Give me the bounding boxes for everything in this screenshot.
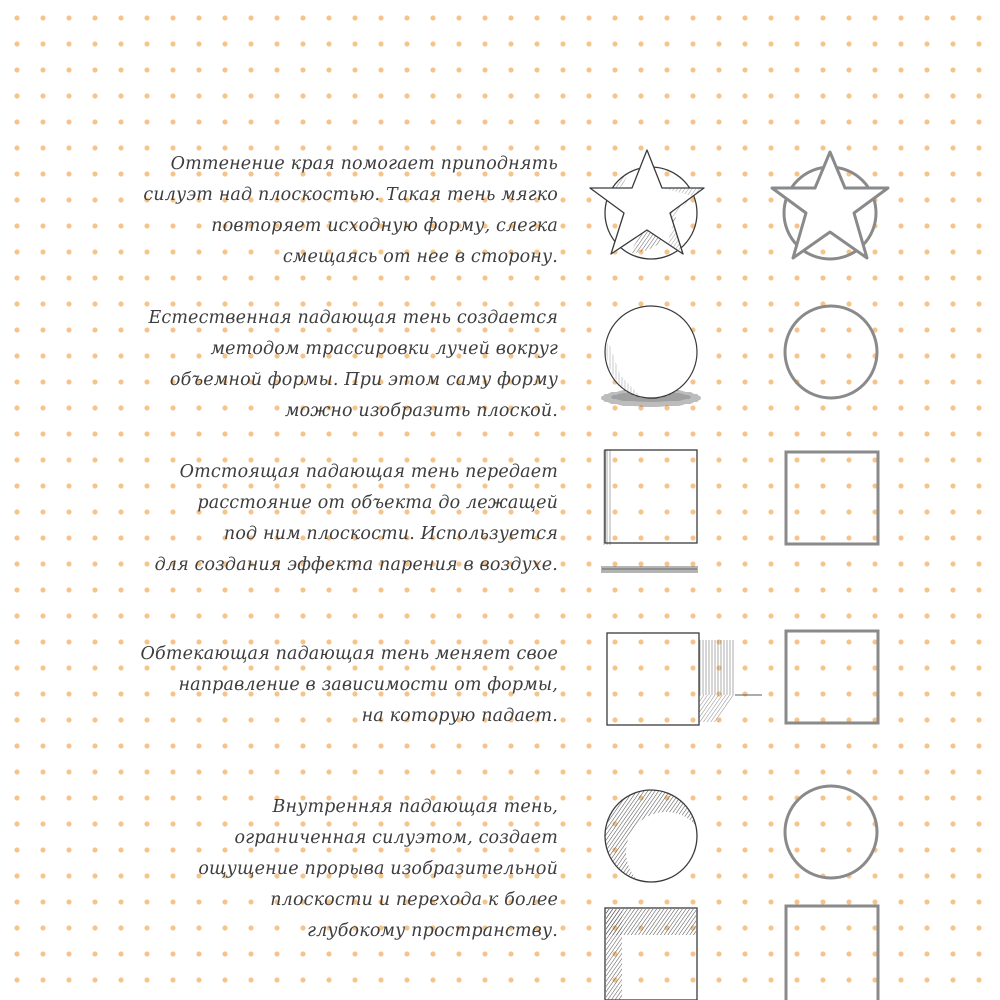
text-line: ограниченная силуэтом, создает (234, 828, 558, 848)
sketch-square-wrapping-shadow-figure (607, 633, 762, 725)
text-line: ощущение прорыва изобразительной (198, 859, 558, 879)
text-line: силуэт над плоскостью. Такая тень мягко (143, 185, 558, 205)
text-line: расстояние от объекта до лежащей (197, 493, 558, 513)
outline-star-circle-figure (772, 152, 888, 259)
outline-circle-figure (785, 306, 877, 398)
outline-square-figure (786, 906, 878, 1000)
sketch-star-circle-figure (590, 150, 704, 259)
sketch-circle-shadow-figure (601, 306, 701, 407)
text-line: направление в зависимости от формы, (178, 675, 558, 695)
text-line: можно изобразить плоской. (284, 401, 558, 421)
text-line: Естественная падающая тень создается (148, 308, 558, 328)
text-line: методом трассировки лучей вокруг (210, 339, 558, 359)
text-line: плоскости и перехода к более (270, 890, 558, 910)
outline-square-figure (786, 631, 878, 723)
text-line: повторяет исходную форму, слегка (211, 216, 558, 236)
sketch-square-detached-shadow-figure (601, 450, 698, 573)
text-line: под ним плоскости. Используется (223, 524, 558, 544)
sketch-circle-inner-shadow-figure (600, 785, 706, 892)
text-line: глубокому пространству. (307, 921, 558, 941)
text-line: Обтекающая падающая тень меняет свое (140, 644, 558, 664)
text-line: Внутренняя падающая тень, (272, 797, 558, 817)
text-line: на которую падает. (361, 706, 558, 726)
text-line: Оттенение края помогает приподнять (170, 154, 558, 174)
sketch-square-inner-shadow-figure (605, 908, 697, 1000)
text-line: смещаясь от нее в сторону. (282, 247, 558, 267)
text-line: для создания эффекта парения в воздухе. (154, 555, 558, 575)
text-line: Отстоящая падающая тень передает (179, 462, 558, 482)
outline-circle-figure (785, 786, 877, 878)
outline-square-figure (786, 452, 878, 544)
text-line: объемной формы. При этом саму форму (169, 370, 558, 390)
